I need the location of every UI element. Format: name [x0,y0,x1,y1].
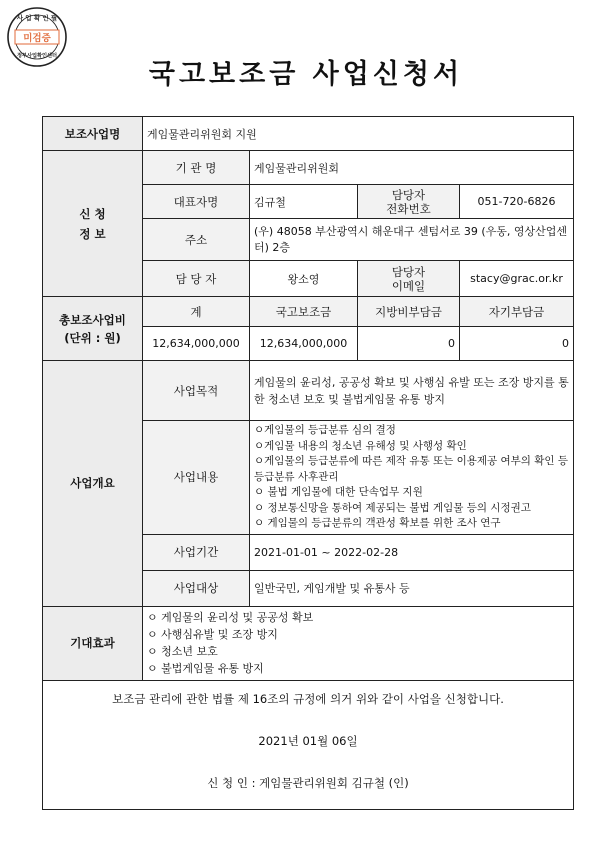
content-item: ㅇ게임물의 등급분류 심의 결정 [254,424,396,436]
content-item: ㅇ게임물 내용의 청소년 유해성 및 사행성 확인 [254,439,467,452]
org-label: 기 관 명 [143,151,250,185]
manager-value: 왕소영 [250,261,358,297]
target-value: 일반국민, 게임개발 및 유통사 등 [250,570,574,606]
page-title: 국고보조금 사업신청서 [148,59,464,90]
budget-value-total: 12,634,000,000 [143,327,250,361]
rep-label: 대표자명 [143,185,250,219]
effects-label: 기대효과 [43,606,143,680]
budget-value-national: 12,634,000,000 [250,327,358,361]
content-item: ㅇ게임물의 등급분류에 따른 제작 유통 또는 이용제공 여부의 확인 등 등급분류 사후관리 [254,455,569,483]
budget-header-local: 지방비부담금 [358,297,460,327]
effects-list [143,606,574,680]
stamp-top-text: 사 업 확 인 필 [16,14,58,22]
content-list [250,421,574,535]
budget-header-national: 국고보조금 [250,297,358,327]
application-form [42,116,574,810]
declaration-row [43,680,574,809]
project-label: 보조사업명 [43,117,143,151]
budget-header-total: 계 [143,297,250,327]
effect-item: ㅇ 사행심유발 및 조장 방지 [147,628,278,641]
address-label: 주소 [143,219,250,261]
stamp-center-text: 미검증 [23,33,51,44]
stamp-bottom-text: 정부사업확인센터 [16,53,58,59]
period-label: 사업기간 [143,534,250,570]
content-item: ㅇ 정보통신망을 통하여 제공되는 불법 게임물 등의 시정권고 [254,501,531,514]
rep-value: 김규철 [250,185,358,219]
overview-label: 사업개요 [43,361,143,607]
address-value: (우) 48058 부산광역시 해운대구 센텀서로 39 (우동, 영상산업센터) 2층 [250,219,574,261]
email-value: stacy@grac.or.kr [460,261,574,297]
content-label: 사업내용 [143,421,250,535]
budget-header-self: 자기부담금 [460,297,574,327]
content-item: ㅇ 게임물의 등급분류의 객관성 확보를 위한 조사 연구 [254,517,501,529]
phone-label: 담당자 전화번호 [358,185,460,219]
email-label: 담당자 이메일 [358,261,460,297]
phone-value: 051-720-6826 [460,185,574,219]
effect-item: ㅇ 청소년 보호 [147,645,218,658]
org-row [43,151,574,185]
budget-label: 총보조사업비 (단위 : 원) [43,297,143,361]
target-label: 사업대상 [143,570,250,606]
declaration-statement: 보조금 관리에 관한 법률 제 16조의 규정에 의거 위와 같이 사업을 신청합니다. [112,691,504,706]
effects-row [43,606,574,680]
purpose-row [43,361,574,421]
purpose-value: 게임물의 윤리성, 공공성 확보 및 사행심 유발 또는 조장 방지를 통한 청소년 보호 및 불법게임물 유통 방지 [250,361,574,421]
budget-value-local: 0 [358,327,460,361]
content-item: ㅇ 불법 게임물에 대한 단속업무 지원 [254,486,423,498]
project-row [43,117,574,151]
declaration-date: 2021년 01월 06일 [258,733,358,748]
effect-item: ㅇ 게임물의 윤리성 및 공공성 확보 [147,611,314,624]
effect-item: ㅇ 불법게임물 유통 방지 [147,662,264,675]
org-value: 게임물관리위원회 [250,151,574,185]
declaration-block [43,680,574,809]
manager-label: 담 당 자 [143,261,250,297]
budget-header-row [43,297,574,327]
declaration-signature: 신 청 인 : 게임물관리위원회 김규철 (인) [207,775,409,790]
applicant-section-label: 신 청 정 보 [43,151,143,297]
purpose-label: 사업목적 [143,361,250,421]
budget-value-self: 0 [460,327,574,361]
period-value: 2021-01-01 ~ 2022-02-28 [250,534,574,570]
project-value: 게임물관리위원회 지원 [143,117,574,151]
